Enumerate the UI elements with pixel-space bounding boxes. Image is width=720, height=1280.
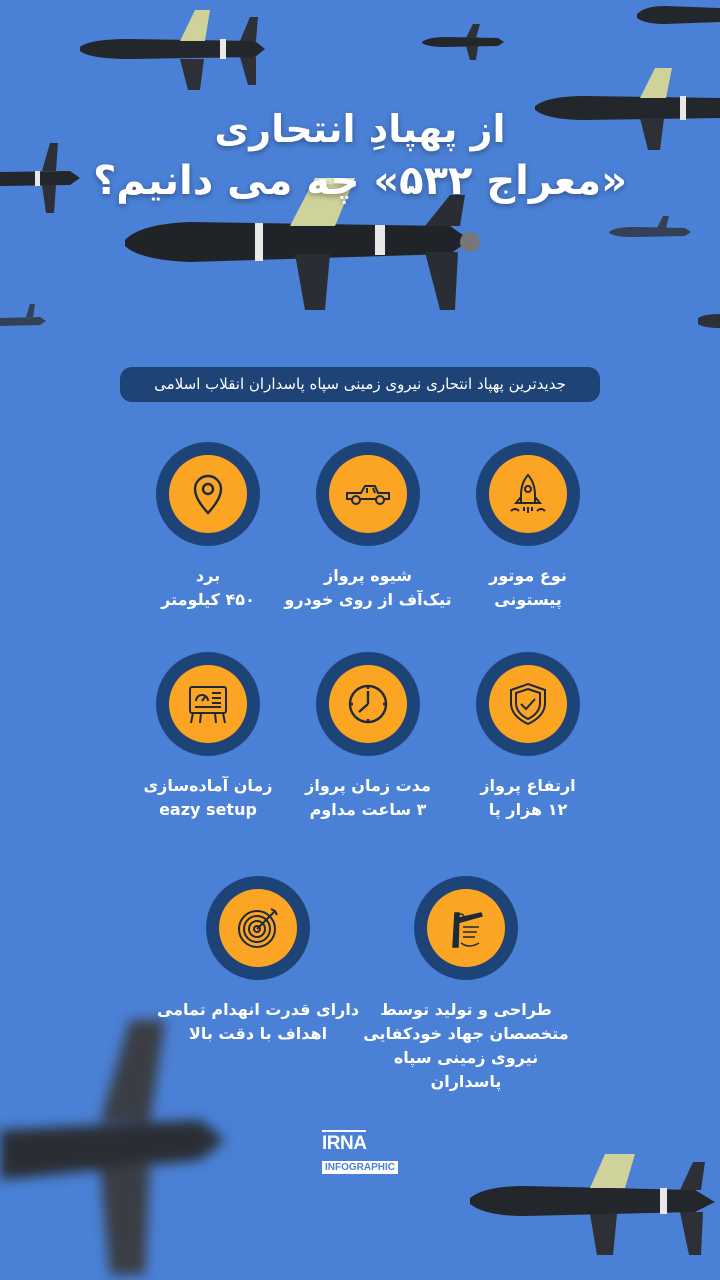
feature-label: مدت زمان پرواز: [305, 776, 431, 795]
location-pin-icon: [183, 469, 233, 519]
tablet-dashboard-icon: [183, 679, 233, 729]
feature-value: نیروی زمینی سپاه پاسداران: [393, 1048, 539, 1091]
page-title: [0, 108, 720, 204]
title-line-1: از پهپادِ انتحاری: [214, 107, 506, 151]
logo-sub: INFOGRAPHIC: [322, 1161, 398, 1174]
feature-value: ۴۵۰ کیلومتر: [161, 590, 255, 609]
drone-image-mid-right: [605, 212, 695, 252]
irna-infographic-logo: [322, 1130, 398, 1174]
feature-value: eazy setup: [159, 800, 257, 819]
feature-destruction: [148, 876, 368, 1046]
drone-image-top-right: [635, 0, 720, 40]
feature-designer: [356, 876, 576, 1094]
drone-image-right-edge: [698, 306, 720, 336]
clock-icon: [343, 679, 393, 729]
feature-label: زمان آماده‌سازی: [143, 776, 273, 795]
feature-label: نوع موتور: [489, 566, 567, 585]
pickup-truck-icon: [343, 469, 393, 519]
feature-label: دارای قدرت انهدام تمامی: [156, 1000, 360, 1019]
feature-label: شیوه پرواز: [324, 566, 412, 585]
feature-value: پیستونی: [494, 590, 562, 609]
rocket-icon: [503, 469, 553, 519]
feature-label: برد: [195, 566, 221, 585]
subtitle-banner: جدیدترین پهپاد انتحاری نیروی زمینی سپاه پاسداران انقلاب اسلامی: [120, 367, 600, 402]
logo-brand: IRNA: [322, 1130, 366, 1155]
feature-setup-time: [98, 652, 318, 822]
irgc-emblem-icon: [441, 903, 491, 953]
feature-label: ارتفاع پرواز: [480, 776, 576, 795]
feature-value: متخصصان جهاد خودکفایی: [363, 1024, 569, 1043]
drone-image-bottom-right: [465, 1150, 720, 1260]
feature-value: اهداف با دقت بالا: [188, 1024, 328, 1043]
feature-value: ۱۲ هزار پا: [488, 800, 568, 819]
feature-label: طراحی و تولید توسط: [380, 1000, 552, 1019]
drone-image-bottom-left: [0, 1010, 230, 1280]
drone-image-left-small: [0, 300, 50, 340]
drone-image-top-small: [418, 22, 508, 62]
title-line-2: «معراج ۵۳۲» چه می دانیم؟: [93, 157, 627, 204]
target-icon: [233, 903, 283, 953]
drone-image-top-left: [70, 5, 280, 95]
shield-check-icon: [503, 679, 553, 729]
feature-value: تیک‌آف از روی خودرو: [284, 590, 452, 609]
feature-value: ۳ ساعت مداوم: [309, 800, 427, 819]
feature-range: [98, 442, 318, 612]
